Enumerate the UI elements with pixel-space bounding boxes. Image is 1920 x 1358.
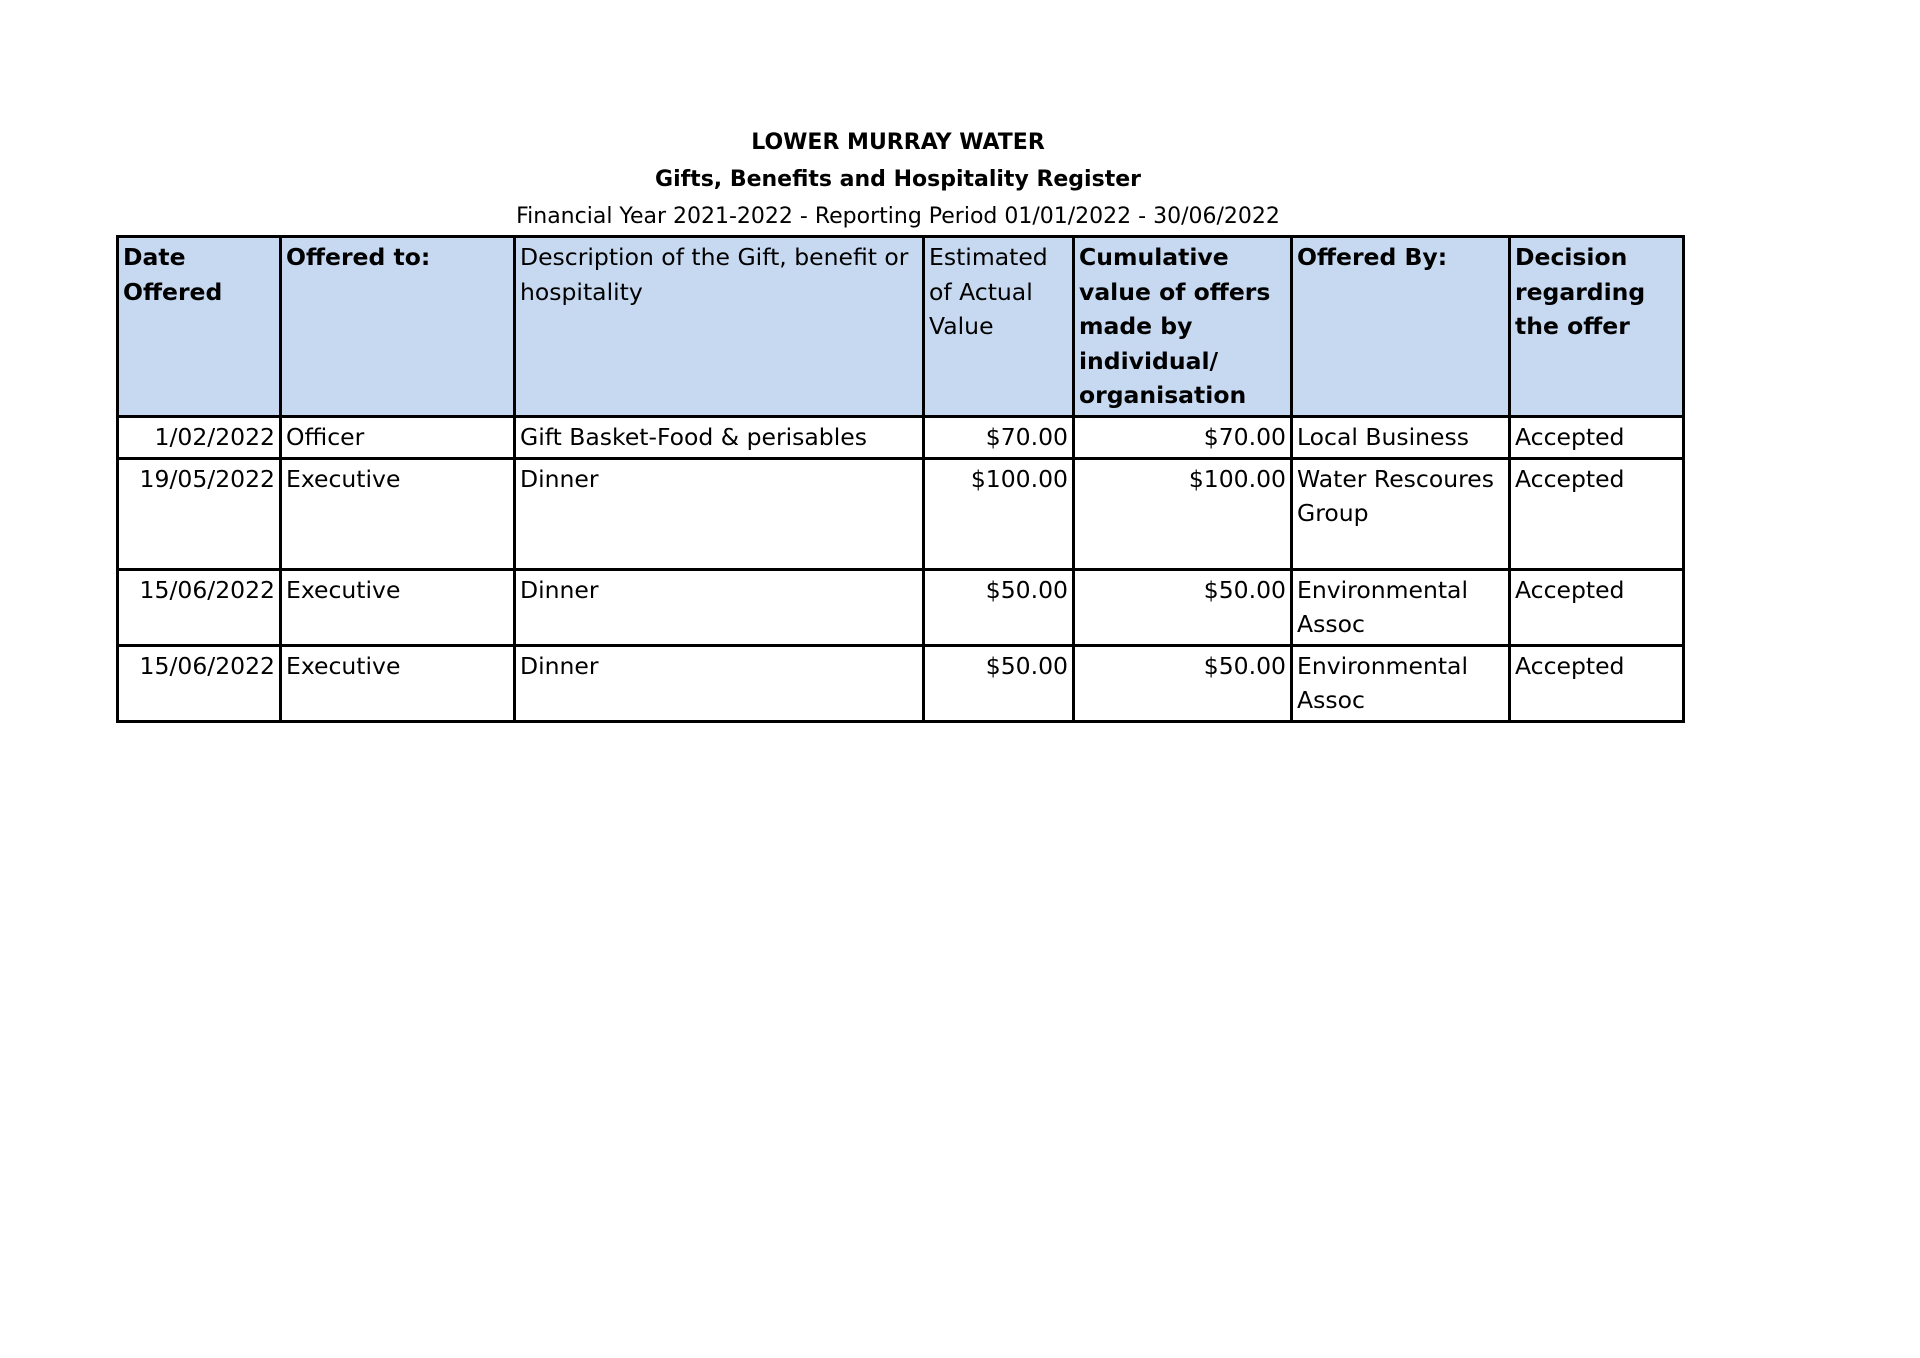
description-cell: Dinner [515, 569, 924, 645]
decision-cell: Accepted [1510, 417, 1684, 459]
decision-cell: Accepted [1510, 569, 1684, 645]
table-row [118, 645, 1684, 721]
offered-by-cell: Environmental Assoc [1292, 645, 1510, 721]
description-cell: Dinner [515, 458, 924, 569]
table-header-row [118, 237, 1684, 417]
column-header-offered-to: Offered to: [281, 237, 515, 417]
reporting-period: Financial Year 2021-2022 - Reporting Period 01/01/2022 - 30/06/2022 [516, 204, 1280, 229]
cumulative-value-cell: $100.00 [1074, 458, 1292, 569]
offered-by-cell: Environmental Assoc [1292, 569, 1510, 645]
cumulative-value-cell: $70.00 [1074, 417, 1292, 459]
estimated-value-cell: $70.00 [924, 417, 1074, 459]
date-offered-cell: 15/06/2022 [118, 645, 281, 721]
gifts-register-table [116, 235, 1685, 723]
decision-cell: Accepted [1510, 645, 1684, 721]
column-header-offered-by: Offered By: [1292, 237, 1510, 417]
date-offered-cell: 1/02/2022 [118, 417, 281, 459]
estimated-value-cell: $50.00 [924, 645, 1074, 721]
offered-to-cell: Executive [281, 645, 515, 721]
column-header-description: Description of the Gift, benefit or hospitality [515, 237, 924, 417]
estimated-value-cell: $100.00 [924, 458, 1074, 569]
decision-cell: Accepted [1510, 458, 1684, 569]
description-cell: Gift Basket-Food & perisables [515, 417, 924, 459]
table-row [118, 569, 1684, 645]
column-header-estimated-value: Estimated of Actual Value [924, 237, 1074, 417]
column-header-date-offered: Date Offered [118, 237, 281, 417]
title-block [116, 124, 1680, 235]
register-title: Gifts, Benefits and Hospitality Register [655, 167, 1141, 192]
offered-by-cell: Local Business [1292, 417, 1510, 459]
offered-to-cell: Executive [281, 458, 515, 569]
estimated-value-cell: $50.00 [924, 569, 1074, 645]
organisation-name: LOWER MURRAY WATER [751, 130, 1045, 155]
offered-to-cell: Executive [281, 569, 515, 645]
column-header-cumulative-value: Cumulative value of offers made by individual/ organisation [1074, 237, 1292, 417]
table-row [118, 458, 1684, 569]
date-offered-cell: 15/06/2022 [118, 569, 281, 645]
column-header-decision: Decision regarding the offer [1510, 237, 1684, 417]
table-row [118, 417, 1684, 459]
description-cell: Dinner [515, 645, 924, 721]
cumulative-value-cell: $50.00 [1074, 569, 1292, 645]
date-offered-cell: 19/05/2022 [118, 458, 281, 569]
offered-by-cell: Water Rescoures Group [1292, 458, 1510, 569]
cumulative-value-cell: $50.00 [1074, 645, 1292, 721]
offered-to-cell: Officer [281, 417, 515, 459]
